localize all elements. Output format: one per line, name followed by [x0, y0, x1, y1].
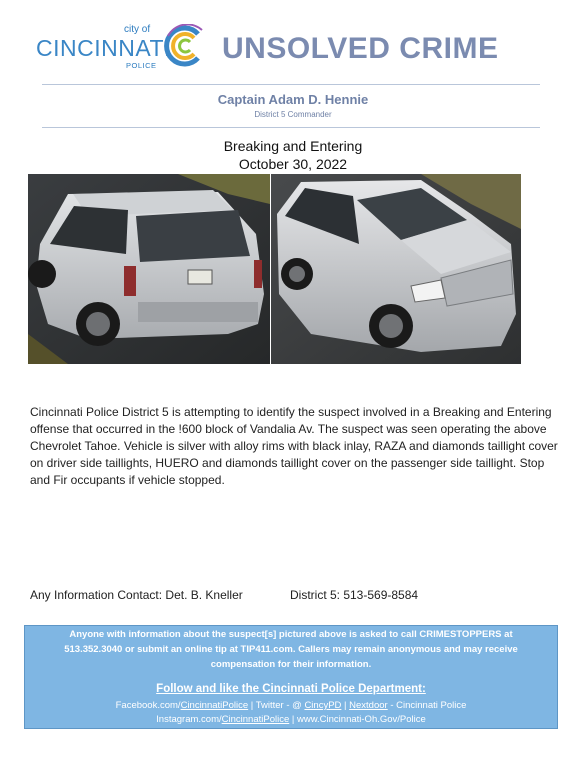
logo-police-small: POLICE [126, 61, 157, 70]
crimestoppers-line-2: 513.352.3040 or submit an online tip at TIP411.com. Callers may remain anonymous and may receive [64, 644, 518, 655]
nextdoor-suffix: - Cincinnati Police [387, 700, 467, 711]
website-link[interactable]: | www.Cincinnati-Oh.Gov/Police [289, 714, 426, 725]
contact-line [30, 588, 419, 602]
follow-heading: Follow and like the Cincinnati Police Department: [156, 683, 426, 695]
cincinnati-police-logo [34, 22, 206, 74]
social-line-2 [25, 714, 557, 725]
nextdoor-link[interactable]: Nextdoor [349, 700, 388, 711]
crimestoppers-line-1: Anyone with information about the suspect[s] pictured above is asked to call CRIMESTOPPERS at [69, 629, 513, 640]
captain-title: District 5 Commander [254, 110, 332, 119]
cincinnati-c-logo-icon [162, 24, 206, 68]
page-headline: UNSOLVED CRIME [222, 32, 499, 65]
social-separator: | [341, 700, 350, 711]
crimestoppers-line-3: compensation for their information. [210, 659, 372, 670]
social-line-1 [25, 700, 557, 711]
facebook-link[interactable]: CincinnatiPolice [180, 700, 249, 711]
twitter-link[interactable]: CincyPD [304, 700, 342, 711]
incident-description: Cincinnati Police District 5 is attempting to identify the suspect involved in a Breaking and Entering offense that occurred in the !600 block of Vandalia Av. The suspect was seen operating the above Chevrolet Tahoe. Vehicle is silver with alloy rims with black inlay, RAZA and diamonds taillight cover on driver side taillights, HUERO and diamonds taillight cover on the passenger side taillight. Stop and Fir occupants if vehicle stopped. [30, 405, 558, 487]
twitter-prefix: | Twitter - @ [248, 700, 305, 711]
logo-city-big: CINCINNATI [36, 35, 171, 61]
captain-name: Captain Adam D. Hennie [217, 92, 369, 107]
crime-type: Breaking and Entering [223, 138, 363, 154]
contact-district-phone: District 5: 513-569-8584 [290, 588, 419, 602]
crime-date: October 30, 2022 [238, 156, 348, 172]
header-divider-top [42, 84, 540, 85]
header-divider-bottom [42, 127, 540, 128]
instagram-link[interactable]: CincinnatiPolice [221, 714, 290, 725]
logo-city-small: city of [124, 24, 151, 35]
crimestoppers-box [24, 625, 558, 729]
suspect-vehicle-photo-rear [28, 174, 270, 364]
contact-detective: Any Information Contact: Det. B. Kneller [30, 588, 243, 602]
instagram-prefix: Instagram.com/ [156, 714, 222, 725]
facebook-prefix: Facebook.com/ [115, 700, 181, 711]
suspect-vehicle-photo-front [271, 174, 521, 364]
vehicle-rear-image [28, 174, 270, 364]
vehicle-front-image [271, 174, 521, 364]
